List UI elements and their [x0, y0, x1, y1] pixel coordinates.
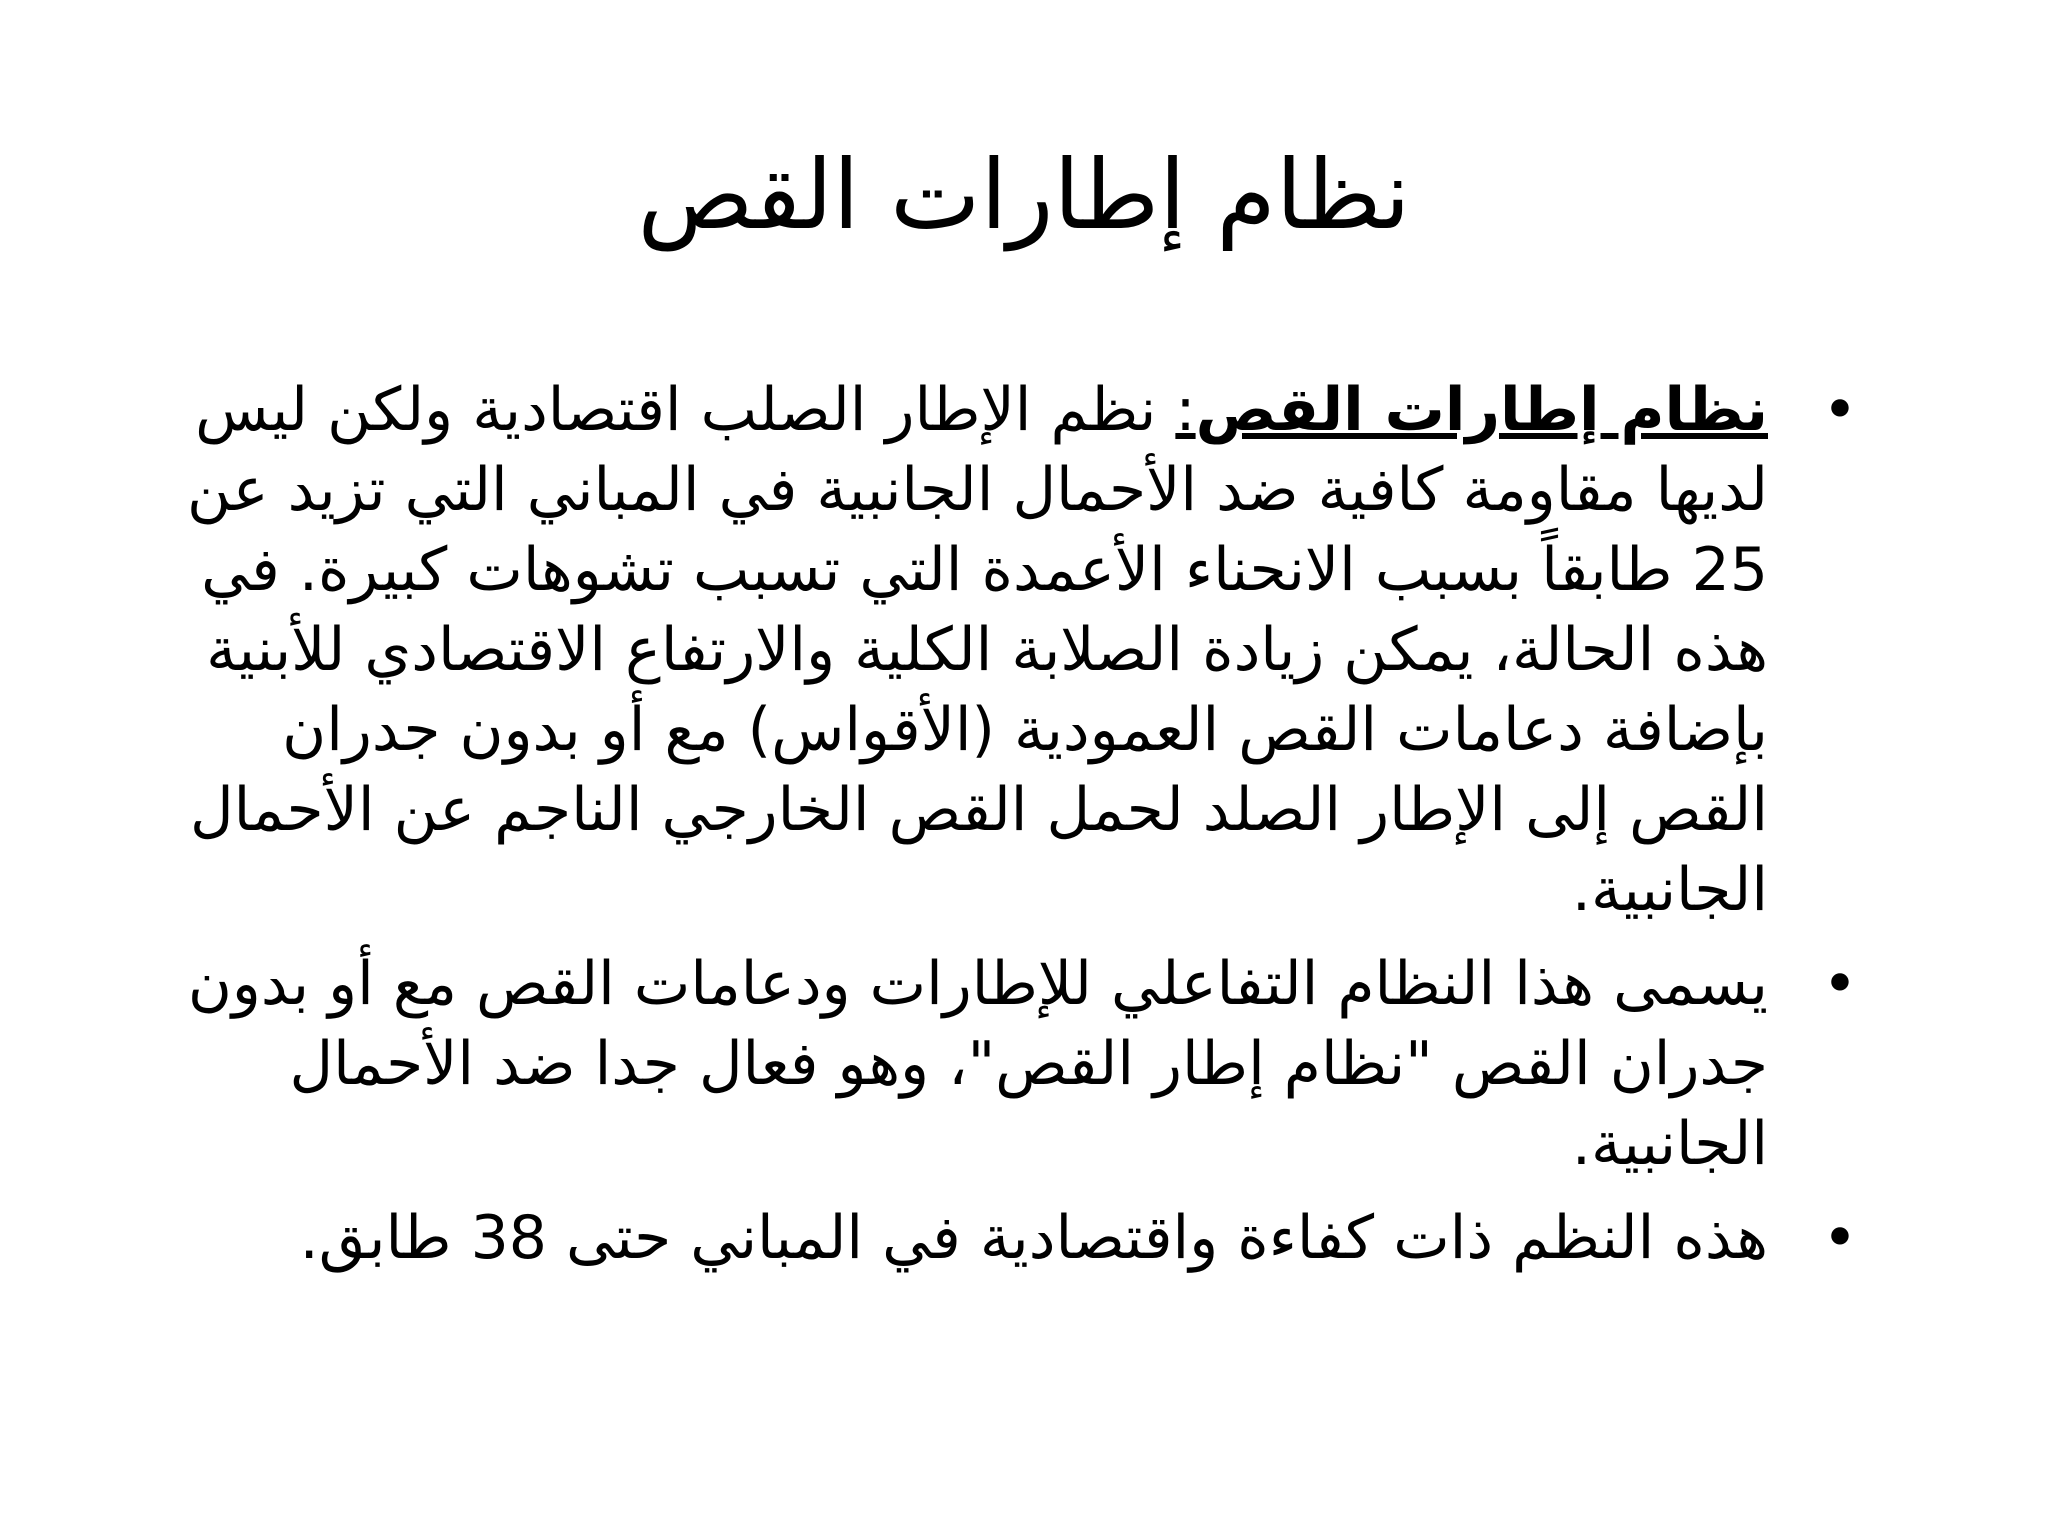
bullet-marker-icon: • — [1822, 375, 1858, 445]
bullet-list — [130, 370, 1880, 1292]
bullet-text: يسمى هذا النظام التفاعلي للإطارات ودعامات القص مع أو بدون جدران القص "نظام إطار القص"، وهو فعال جدا ضد الأحمال الجانبية. — [187, 949, 1768, 1179]
bullet-term: نظام إطارات القص — [1195, 375, 1768, 445]
bullet-item-2 — [130, 944, 1880, 1184]
bullet-marker-icon: • — [1822, 1203, 1858, 1273]
bullet-marker-icon: • — [1822, 949, 1858, 1019]
slide-title: نظام إطارات القص — [637, 139, 1411, 251]
bullet-item-3 — [130, 1198, 1880, 1278]
bullet-term-separator: : — [1175, 375, 1196, 445]
bullet-text: نظم الإطار الصلب اقتصادية ولكن ليس لديها مقاومة كافية ضد الأحمال الجانبية في المباني التي تزيد عن 25 طابقاً بسبب الانحناء الأعمدة التي تسبب تشوهات كبيرة. في هذه الحالة، يمكن زيادة الصلابة الكلية والارتفاع الاقتصادي للأبنية بإضافة دعامات القص العمودية (الأقواس) مع أو بدون جدران القص إلى الإطار الصلد لحمل القص الخارجي الناجم عن الأحمال الجانبية. — [187, 375, 1768, 925]
bullet-text: هذه النظم ذات كفاءة واقتصادية في المباني حتى 38 طابق. — [299, 1203, 1768, 1273]
bullet-item-1 — [130, 370, 1880, 930]
